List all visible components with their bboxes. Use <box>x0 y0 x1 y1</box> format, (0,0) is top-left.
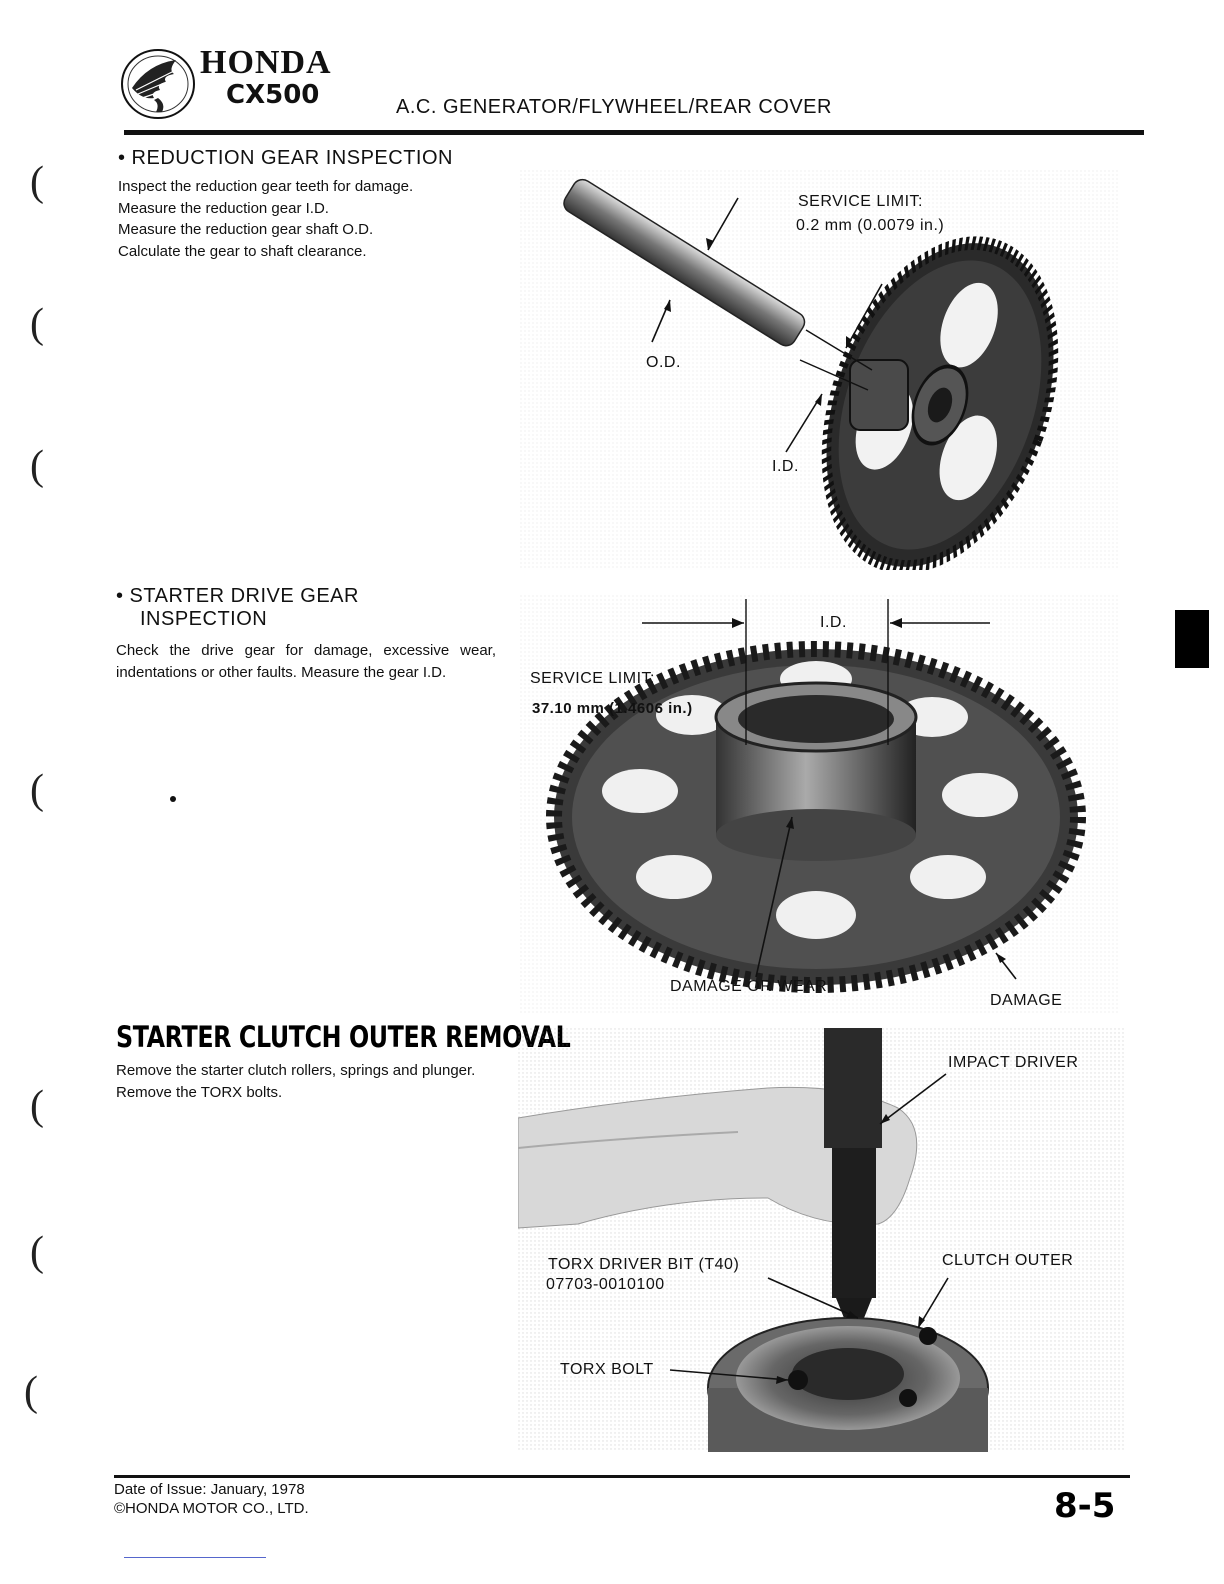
starter-drive-gear-heading-cont: INSPECTION <box>140 608 268 630</box>
section-index-tab <box>1175 610 1209 668</box>
clutch-outer-removal-heading: STARTER CLUTCH OUTER REMOVAL <box>116 1020 571 1054</box>
footer-rule <box>114 1475 1130 1478</box>
starter-drive-gear-text: Check the drive gear for damage, excessive wear, indentations or other faults. Measure the gear I.D. <box>116 642 496 681</box>
honda-wing-logo <box>118 44 202 122</box>
date-of-issue: Date of Issue: January, 1978 <box>114 1481 305 1498</box>
instruction-line: Inspect the reduction gear teeth for damage. <box>118 178 414 195</box>
torx-bolt-label: TORX BOLT <box>560 1361 654 1378</box>
copyright: ©HONDA MOTOR CO., LTD. <box>114 1500 309 1517</box>
clutch-outer-removal-photo <box>518 1028 1124 1452</box>
model-name: CX500 <box>226 80 320 110</box>
reduction-gear-heading: • REDUCTION GEAR INSPECTION <box>118 147 453 169</box>
impact-driver-label: IMPACT DRIVER <box>948 1054 1079 1071</box>
binder-hole-mark: ( <box>30 443 44 489</box>
od-label: O.D. <box>646 354 681 371</box>
clutch-outer-label: CLUTCH OUTER <box>942 1252 1074 1269</box>
damage-label: DAMAGE <box>990 992 1063 1009</box>
drive-gear-service-limit-label: SERVICE LIMIT: <box>530 670 655 687</box>
service-limit-label: SERVICE LIMIT: <box>798 193 923 210</box>
id-label: I.D. <box>772 458 799 475</box>
stray-dot <box>170 796 176 802</box>
binder-hole-mark: ( <box>30 1229 44 1275</box>
binder-hole-mark: ( <box>30 767 44 813</box>
torx-driver-bit-part-number: 07703-0010100 <box>546 1276 665 1293</box>
reduction-gear-instructions <box>118 176 508 262</box>
footer-info <box>114 1480 309 1518</box>
instruction-line: Remove the TORX bolts. <box>116 1083 283 1101</box>
binder-hole-mark: ( <box>30 301 44 347</box>
page-number: 8-5 <box>1054 1486 1116 1526</box>
drive-gear-id-label: I.D. <box>820 614 847 631</box>
stray-mark <box>124 1557 266 1558</box>
drive-gear-service-limit-value: 37.10 mm (1.4606 in.) <box>532 700 693 717</box>
section-title: A.C. GENERATOR/FLYWHEEL/REAR COVER <box>396 96 832 118</box>
binder-hole-mark: ( <box>30 159 44 205</box>
instruction-line: Measure the reduction gear I.D. <box>118 199 329 217</box>
binder-hole-mark: ( <box>24 1369 38 1415</box>
binder-hole-mark: ( <box>30 1083 44 1129</box>
instruction-line: Remove the starter clutch rollers, springs and plunger. <box>116 1062 476 1079</box>
brand-name: HONDA <box>200 44 332 81</box>
service-limit-value: 0.2 mm (0.0079 in.) <box>796 217 945 234</box>
instruction-line: Measure the reduction gear shaft O.D. <box>118 221 374 238</box>
header-rule <box>124 130 1144 135</box>
damage-or-wear-label: DAMAGE OR WEAR <box>670 978 828 995</box>
torx-driver-bit-label: TORX DRIVER BIT (T40) <box>548 1256 740 1273</box>
starter-drive-gear-heading: • STARTER DRIVE GEAR <box>116 585 359 607</box>
starter-drive-gear-photo <box>520 595 1120 1015</box>
instruction-line: Calculate the gear to shaft clearance. <box>118 242 367 260</box>
clutch-outer-removal-text <box>116 1060 494 1103</box>
